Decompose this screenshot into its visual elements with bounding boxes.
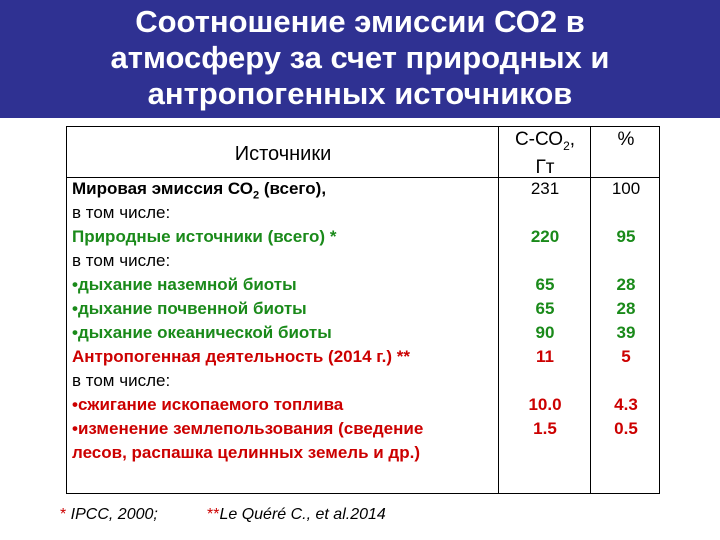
title-line-2: атмосферу за счет природных и [110, 40, 610, 75]
row-percent: 95 [616, 227, 636, 246]
header-value-label: С-СО [514, 129, 564, 150]
footnote-ipcc [60, 506, 158, 524]
table-row [67, 345, 661, 369]
row-label: •дыхание наземной биоты [72, 275, 297, 294]
table-row [67, 369, 661, 393]
table-row [67, 393, 661, 417]
row-value: 11 [536, 347, 554, 366]
header-value-unit: Гт [535, 156, 555, 178]
footnote-le-quere [207, 506, 386, 524]
row-label: •изменение землепользования (сведение [72, 419, 424, 438]
header-value [499, 129, 591, 179]
row-label: в том числе: [72, 371, 171, 390]
table-row [67, 273, 661, 297]
row-label: Антропогенная деятельность (2014 г.) ** [72, 347, 410, 366]
row-label-subscript: 2 [252, 189, 260, 202]
table-row [67, 201, 661, 225]
title-line-1: Соотношение эмиссии СО2 в [135, 4, 585, 39]
row-percent: 100 [611, 179, 641, 198]
row-value: 65 [535, 299, 555, 318]
row-value: 90 [535, 323, 555, 342]
row-label-suffix: (всего), [259, 179, 327, 198]
table-row [67, 297, 661, 321]
table-row [67, 225, 661, 249]
row-label: в том числе: [72, 251, 171, 270]
footnote-mark: ** [207, 506, 220, 523]
row-percent: 4.3 [614, 395, 638, 414]
slide-title [0, 0, 720, 118]
table-row [67, 177, 661, 201]
row-percent: 28 [616, 275, 636, 294]
row-percent: 28 [616, 299, 636, 318]
row-label-text: Мировая эмиссия СО [72, 179, 253, 198]
row-percent: 0.5 [614, 419, 638, 438]
row-percent: 39 [616, 323, 636, 342]
table-row [67, 321, 661, 345]
title-line-3: антропогенных источников [147, 76, 573, 111]
row-label: •дыхание почвенной биоты [72, 299, 307, 318]
row-label: лесов, распашка целинных земель и др.) [72, 443, 420, 462]
header-sources: Источники [234, 143, 332, 165]
row-label: •дыхание океанической биоты [72, 323, 332, 342]
row-label: •сжигание ископаемого топлива [72, 395, 344, 414]
row-value: 1.5 [533, 419, 557, 438]
row-percent: 5 [621, 347, 631, 366]
header-percent: % [617, 129, 635, 150]
row-value: 65 [535, 275, 555, 294]
footnote-mark: * [60, 506, 67, 523]
header-value-comma: , [569, 129, 576, 150]
footnote-text: IPCC, 2000; [66, 506, 158, 523]
row-value: 220 [530, 227, 560, 246]
row-value: 10.0 [528, 395, 562, 414]
row-value: 231 [530, 179, 560, 198]
row-label: Природные источники (всего) * [72, 227, 337, 246]
footnote-text: Le Quéré C., et al.2014 [219, 506, 386, 523]
table-row [67, 417, 661, 441]
row-label: в том числе: [72, 203, 171, 222]
table-row [67, 441, 661, 465]
table-row [67, 249, 661, 273]
header-value-subscript: 2 [563, 138, 570, 153]
emissions-table [66, 126, 660, 494]
